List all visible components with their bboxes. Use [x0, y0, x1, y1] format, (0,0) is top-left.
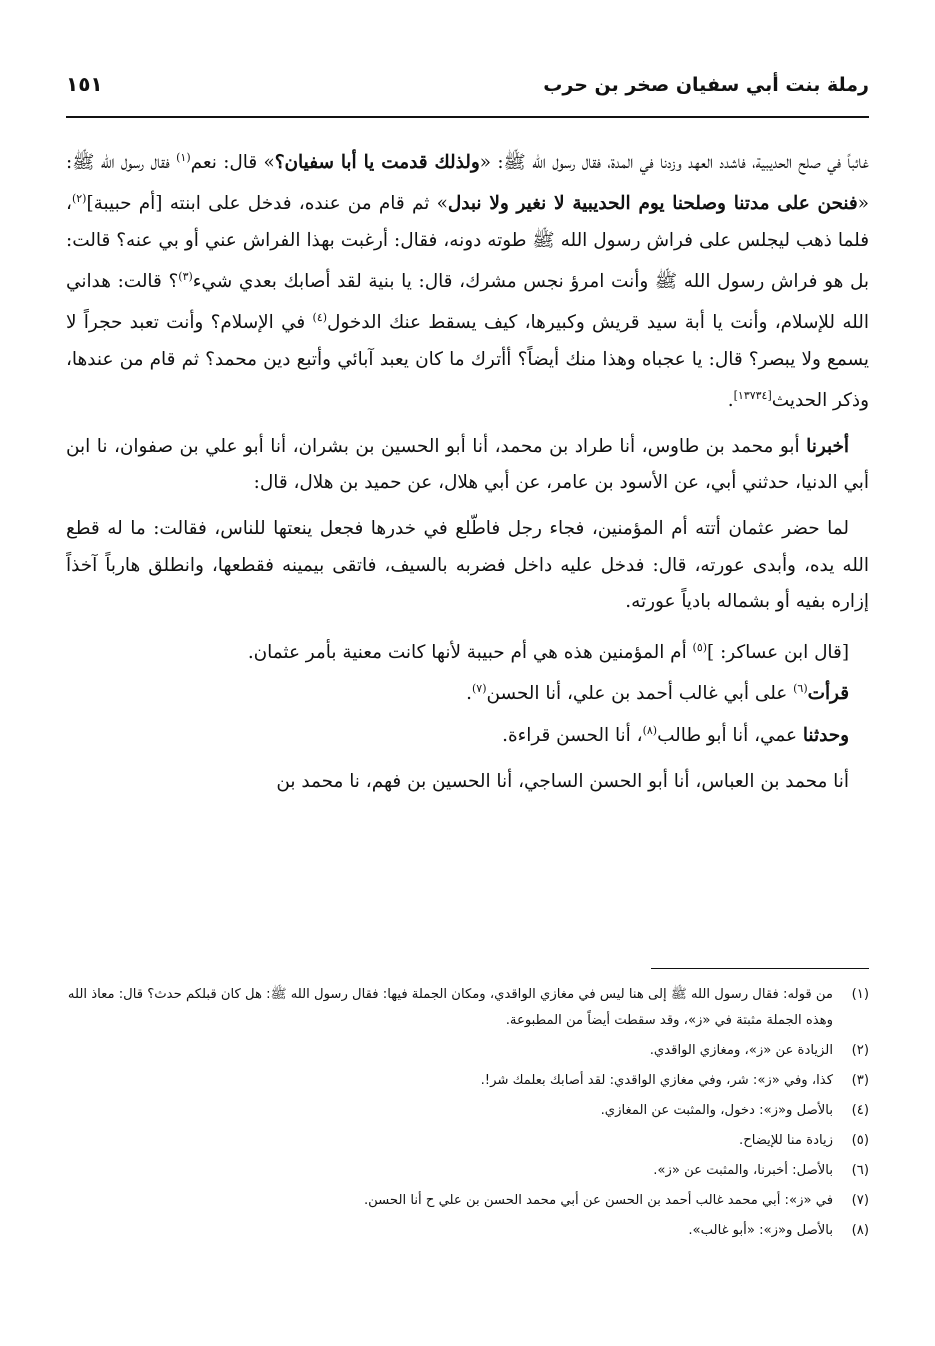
paragraph-2: [66, 429, 869, 501]
footnote-number: (٣): [851, 1073, 869, 1088]
footnote-item: [66, 1098, 869, 1124]
paragraph-7: أنا محمد بن العباس، أنا أبو الحسن الساجي، أنا الحسين بن فهم، نا محمد بن: [276, 771, 849, 793]
footnote-number: (١): [851, 987, 869, 1002]
footnote-ref-5[interactable]: (٥): [692, 641, 708, 655]
isnad-keyword: أخبرنا: [806, 436, 849, 458]
hadith-number: [١٣٧٣٤]: [733, 388, 772, 402]
footnote-ref-7[interactable]: (٧): [471, 682, 487, 696]
footnote-item: [66, 1218, 869, 1244]
text-run: [قال ابن عساكر: ]: [707, 642, 849, 664]
text-run: أبو محمد بن طاوس، أنا طراد بن محمد، أنا أبو الحسين بن بشران، أنا أبو علي بن صفوان، نا ابن أبي الدنيا، حدثني أبي، عن الأسود بن عامر، عن أبي هلال، عن حميد بن هلال، قال:: [66, 436, 869, 494]
footnote-ref-4[interactable]: (٤): [312, 311, 328, 325]
text-run: ؟ قالت: هداني الله للإسلام، وأنت يا أبة سيد قريش وكبيرها، كيف يسقط عنك الدخول: [66, 270, 869, 334]
footnotes: [66, 982, 869, 1248]
footnote-item: [66, 1188, 869, 1214]
footnote-ref-6[interactable]: (٦): [793, 682, 808, 696]
footnote-text: كذا، وفي «ز»: شر، وفي مغازي الواقدي: لقد أصابك بعلمك شر!.: [480, 1073, 833, 1088]
main-text: [66, 140, 869, 800]
footnote-text: من قوله: فقال رسول الله ﷺ إلى هنا ليس في مغازي الواقدي، ومكان الجملة فيها: فقال رسول الله ﷺ: هل كان قبلكم حدث؟ قال: معاذ الله وهذه الجملة مثبتة في «ز»، وقد سقطت أيضاً من المطبوعة.: [67, 987, 833, 1028]
footnote-number: (٦): [851, 1163, 869, 1178]
text-run: » ثم قام من عنده، فدخل على ابنته [أم حبيبة]: [86, 193, 448, 215]
page-number: ١٥١: [66, 72, 103, 96]
text-run: غائباً في صلح الحديبية، فاشدد العهد وزدنا في المدة، فقال رسول الله ﷺ: «: [479, 152, 869, 174]
footnote-item: [66, 1128, 869, 1154]
footnote-ref-2[interactable]: (٢): [71, 192, 87, 206]
footnote-text: في «ز»: أبي محمد غالب أحمد بن الحسن عن أبي محمد الحسن بن علي ح أنا الحسن.: [363, 1193, 833, 1208]
text-run: عمي، أنا أبو طالب: [657, 724, 803, 746]
footnote-text: بالأصل: أخبرنا، والمثبت عن «ز».: [653, 1163, 833, 1178]
bold-quote: فنحن على مدتنا وصلحنا يوم الحديبية لا نغير ولا نبدل: [447, 193, 858, 215]
running-title: رملة بنت أبي سفيان صخر بن حرب: [543, 74, 869, 96]
footnote-number: (٢): [851, 1043, 869, 1058]
footnote-number: (٨): [851, 1223, 869, 1238]
text-run: » قال: نعم: [190, 152, 275, 174]
footnote-number: (٤): [851, 1103, 869, 1118]
isnad-keyword: قرأت: [807, 683, 849, 705]
footnote-ref-1[interactable]: (١): [176, 151, 191, 164]
footnote-text: الزيادة عن «ز»، ومغازي الواقدي.: [649, 1043, 833, 1058]
paragraph-4: [66, 630, 869, 671]
footnote-item: [66, 1068, 869, 1094]
footnote-ref-3[interactable]: (٣): [178, 269, 193, 283]
text-run: أم المؤمنين هذه هي أم حبيبة لأنها كانت معنية بأمر عثمان.: [247, 642, 693, 664]
footnote-text: بالأصل و«ز»: «أبو غالب».: [688, 1223, 833, 1238]
bold-quote: ولذلك قدمت يا أبا سفيان؟: [274, 152, 480, 174]
footnote-number: (٥): [851, 1133, 869, 1148]
text-run: في الإسلام؟ وأنت تعبد حجراً لا يسمع ولا يبصر؟ قال: يا عجباه وهذا منك أيضاً؟ أأترك ما كان يعبد آبائي وأتبع دين محمد؟ ثم قام من عندها، وذكر الحديث: [66, 312, 869, 411]
footnote-number: (٧): [851, 1193, 869, 1208]
paragraph-3: لما حضر عثمان أتته أم المؤمنين، فجاء رجل فاطّلع في خدرها فجعل ينعتها للناس، فقالت: ما له قطع الله يده، وأبدى عورته، قال: فدخل عليه داخل فضربه بالسيف، فاتقى بيمينه فقطعها، وانطلق هارباً آخذاً إزاره بفيه أو بشماله بادياً عورته.: [66, 518, 869, 612]
footnote-item: [66, 1158, 869, 1184]
footnote-item: [66, 982, 869, 1034]
paragraph-6: [66, 713, 869, 754]
text-run: ، أنا الحسن قراءة.: [502, 724, 643, 746]
text-run: .: [727, 389, 734, 411]
footnote-text: بالأصل و«ز»: دخول، والمثبت عن المغازي.: [600, 1103, 833, 1118]
isnad-keyword: وحدثنا: [802, 724, 849, 746]
footnote-item: [66, 1038, 869, 1064]
paragraph-5: [66, 671, 869, 712]
text-run: على أبي غالب أحمد بن علي، أنا الحسن: [486, 683, 794, 705]
footnote-ref-8[interactable]: (٨): [642, 723, 658, 737]
paragraph-1: [66, 140, 869, 419]
text-run: ، فلما ذهب ليجلس على فراش رسول الله ﷺ طوته دونه، فقال: أرغبت بهذا الفراش عني أو بي عنه؟ قالت: بل هو فراش رسول الله ﷺ وأنت امرؤ نجس مشرك، قال: يا بنية لقد أصابك بعدي شيء: [66, 193, 869, 292]
page-header: [66, 72, 869, 118]
text-run: .: [466, 683, 472, 705]
text-run: فقال رسول الله ﷺ: «: [66, 152, 869, 215]
footnote-text: زيادة منا للإيضاح.: [739, 1133, 833, 1148]
footnote-divider: [651, 968, 869, 969]
